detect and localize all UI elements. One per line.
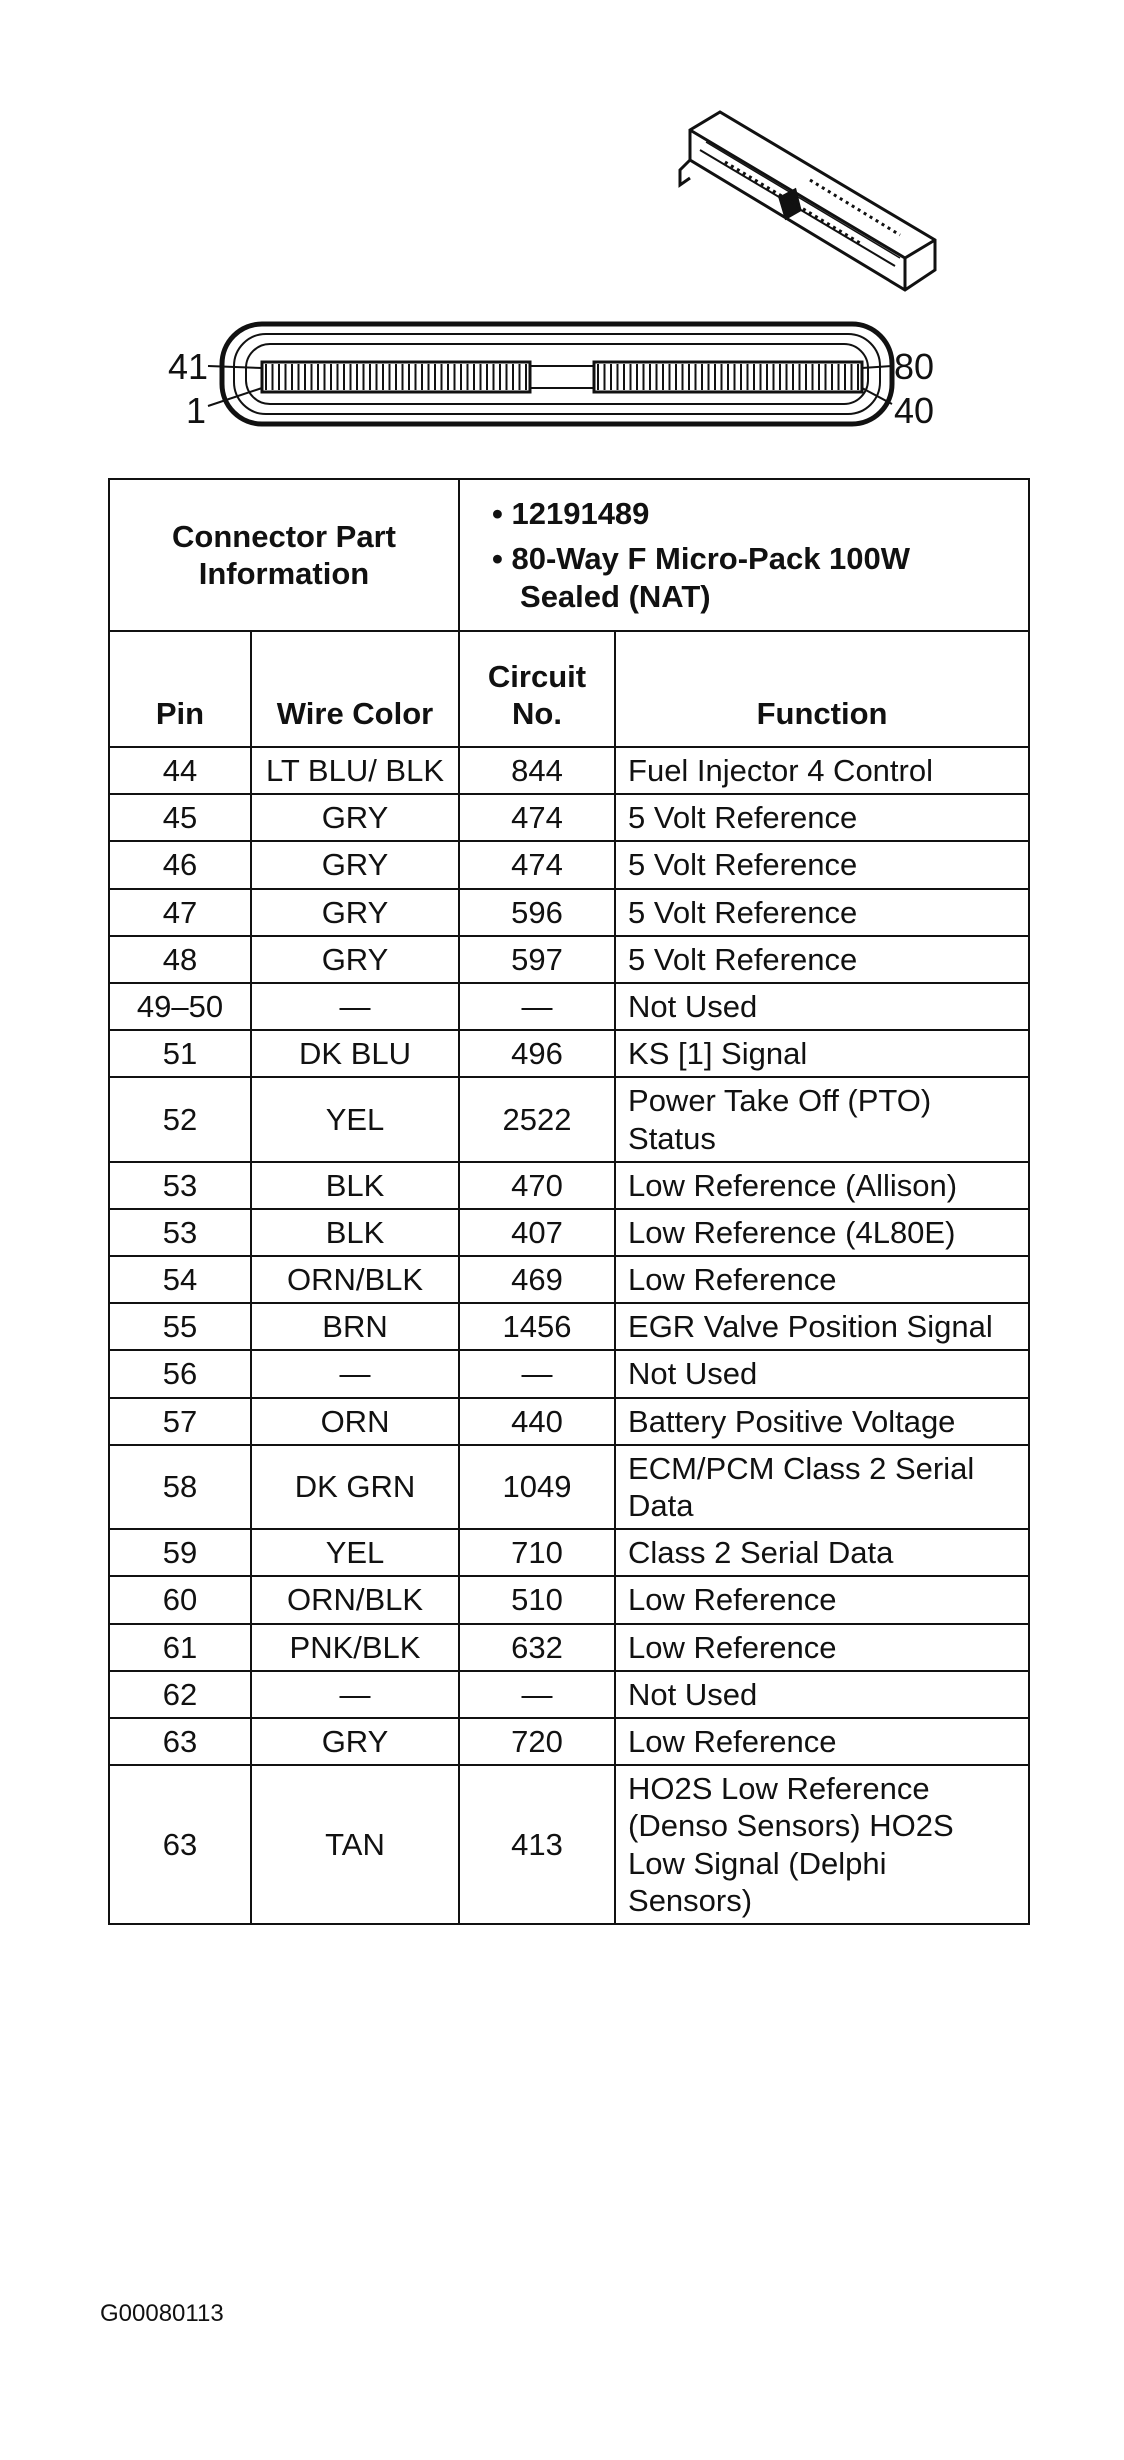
cell-wire-color: — (251, 1350, 459, 1397)
cell-wire-color: — (251, 983, 459, 1030)
cell-circuit: 2522 (459, 1077, 615, 1161)
cell-wire-color: PNK/BLK (251, 1624, 459, 1671)
cell-circuit: — (459, 983, 615, 1030)
table-row (109, 983, 1029, 1030)
cell-pin: 53 (109, 1209, 251, 1256)
cell-wire-color: ORN (251, 1398, 459, 1445)
table-row (109, 747, 1029, 794)
table-row (109, 1445, 1029, 1529)
cell-circuit: 596 (459, 889, 615, 936)
cell-function: Battery Positive Voltage (615, 1398, 1029, 1445)
table-row (109, 1350, 1029, 1397)
cell-function: Fuel Injector 4 Control (615, 747, 1029, 794)
cell-circuit: 469 (459, 1256, 615, 1303)
cell-wire-color: DK BLU (251, 1030, 459, 1077)
cell-pin: 47 (109, 889, 251, 936)
part-description: • 80-Way F Micro-Pack 100W Sealed (NAT) (492, 541, 911, 614)
cell-pin: 49–50 (109, 983, 251, 1030)
cell-pin: 45 (109, 794, 251, 841)
table-row (109, 1077, 1029, 1161)
cell-circuit: 413 (459, 1765, 615, 1924)
cell-function: Low Reference (Allison) (615, 1162, 1029, 1209)
cell-wire-color: GRY (251, 1718, 459, 1765)
cell-pin: 58 (109, 1445, 251, 1529)
cell-pin: 55 (109, 1303, 251, 1350)
cell-function: KS [1] Signal (615, 1030, 1029, 1077)
cell-circuit: 407 (459, 1209, 615, 1256)
cell-pin: 63 (109, 1718, 251, 1765)
cell-function: Low Reference (615, 1624, 1029, 1671)
cell-function: Not Used (615, 983, 1029, 1030)
cell-wire-color: LT BLU/ BLK (251, 747, 459, 794)
part-info-list (459, 479, 1029, 631)
cell-circuit: 470 (459, 1162, 615, 1209)
header-circuit: Circuit No. (459, 631, 615, 747)
table-row (109, 1529, 1029, 1576)
cell-wire-color: TAN (251, 1765, 459, 1924)
part-number-text: 12191489 (511, 496, 650, 532)
table-row (109, 1030, 1029, 1077)
cell-wire-color: GRY (251, 794, 459, 841)
table-row (109, 936, 1029, 983)
table-row (109, 1765, 1029, 1924)
cell-function: Class 2 Serial Data (615, 1529, 1029, 1576)
part-description-text: 80-Way F Micro-Pack 100W Sealed (NAT) (511, 541, 911, 614)
cell-wire-color: — (251, 1671, 459, 1718)
cell-pin: 54 (109, 1256, 251, 1303)
cell-function: 5 Volt Reference (615, 794, 1029, 841)
cell-circuit: 474 (459, 794, 615, 841)
cell-circuit: 597 (459, 936, 615, 983)
cell-function: Low Reference (4L80E) (615, 1209, 1029, 1256)
cell-pin: 59 (109, 1529, 251, 1576)
cell-pin: 56 (109, 1350, 251, 1397)
cell-function: ECM/PCM Class 2 Serial Data (615, 1445, 1029, 1529)
pinout-table (108, 478, 1030, 1925)
table-row (109, 1398, 1029, 1445)
cell-function: HO2S Low Reference (Denso Sensors) HO2S Low Signal (Delphi Sensors) (615, 1765, 1029, 1924)
cell-pin: 57 (109, 1398, 251, 1445)
connector-illustration (0, 0, 1124, 460)
table-row (109, 1576, 1029, 1623)
cell-pin: 60 (109, 1576, 251, 1623)
table-row (109, 889, 1029, 936)
cell-wire-color: YEL (251, 1077, 459, 1161)
part-info-row (109, 479, 1029, 631)
cell-circuit: — (459, 1671, 615, 1718)
cell-circuit: 1049 (459, 1445, 615, 1529)
cell-pin: 51 (109, 1030, 251, 1077)
cell-function: Low Reference (615, 1576, 1029, 1623)
cell-wire-color: BLK (251, 1162, 459, 1209)
cell-function: Power Take Off (PTO) Status (615, 1077, 1029, 1161)
table-row (109, 1718, 1029, 1765)
header-function: Function (615, 631, 1029, 747)
cell-wire-color: YEL (251, 1529, 459, 1576)
cell-pin: 53 (109, 1162, 251, 1209)
cell-circuit: 844 (459, 747, 615, 794)
header-wire-color: Wire Color (251, 631, 459, 747)
cell-circuit: 474 (459, 841, 615, 888)
cell-circuit: 1456 (459, 1303, 615, 1350)
cell-pin: 48 (109, 936, 251, 983)
figure-id: G00080113 (100, 2300, 224, 2327)
cell-function: EGR Valve Position Signal (615, 1303, 1029, 1350)
table-row (109, 841, 1029, 888)
cell-pin: 44 (109, 747, 251, 794)
cell-function: 5 Volt Reference (615, 841, 1029, 888)
cell-circuit: 632 (459, 1624, 615, 1671)
header-pin: Pin (109, 631, 251, 747)
table-row (109, 794, 1029, 841)
cell-function: Low Reference (615, 1718, 1029, 1765)
pin-label-41: 41 (168, 346, 209, 387)
pin-label-80: 80 (894, 346, 935, 387)
table-row (109, 1303, 1029, 1350)
cell-function: Not Used (615, 1350, 1029, 1397)
column-header-row (109, 631, 1029, 747)
cell-circuit: 440 (459, 1398, 615, 1445)
cell-function: Not Used (615, 1671, 1029, 1718)
table-row (109, 1624, 1029, 1671)
cell-wire-color: ORN/BLK (251, 1256, 459, 1303)
pin-label-1: 1 (186, 390, 207, 431)
cell-pin: 61 (109, 1624, 251, 1671)
table-row (109, 1162, 1029, 1209)
cell-wire-color: BRN (251, 1303, 459, 1350)
cell-pin: 52 (109, 1077, 251, 1161)
cell-wire-color: DK GRN (251, 1445, 459, 1529)
connector-3d-view (680, 112, 935, 290)
cell-circuit: 496 (459, 1030, 615, 1077)
cell-function: Low Reference (615, 1256, 1029, 1303)
cell-function: 5 Volt Reference (615, 889, 1029, 936)
pin-label-40: 40 (894, 390, 935, 431)
cell-circuit: 720 (459, 1718, 615, 1765)
connector-front-view (208, 324, 892, 424)
cell-wire-color: ORN/BLK (251, 1576, 459, 1623)
cell-wire-color: GRY (251, 889, 459, 936)
part-info-label: Connector Part Information (109, 479, 459, 631)
cell-function: 5 Volt Reference (615, 936, 1029, 983)
cell-wire-color: GRY (251, 841, 459, 888)
cell-pin: 62 (109, 1671, 251, 1718)
cell-pin: 63 (109, 1765, 251, 1924)
cell-circuit: 710 (459, 1529, 615, 1576)
table-row (109, 1209, 1029, 1256)
cell-wire-color: BLK (251, 1209, 459, 1256)
cell-circuit: — (459, 1350, 615, 1397)
cell-circuit: 510 (459, 1576, 615, 1623)
table-row (109, 1256, 1029, 1303)
table-row (109, 1671, 1029, 1718)
cell-wire-color: GRY (251, 936, 459, 983)
part-number: • 12191489 (492, 496, 650, 532)
cell-pin: 46 (109, 841, 251, 888)
